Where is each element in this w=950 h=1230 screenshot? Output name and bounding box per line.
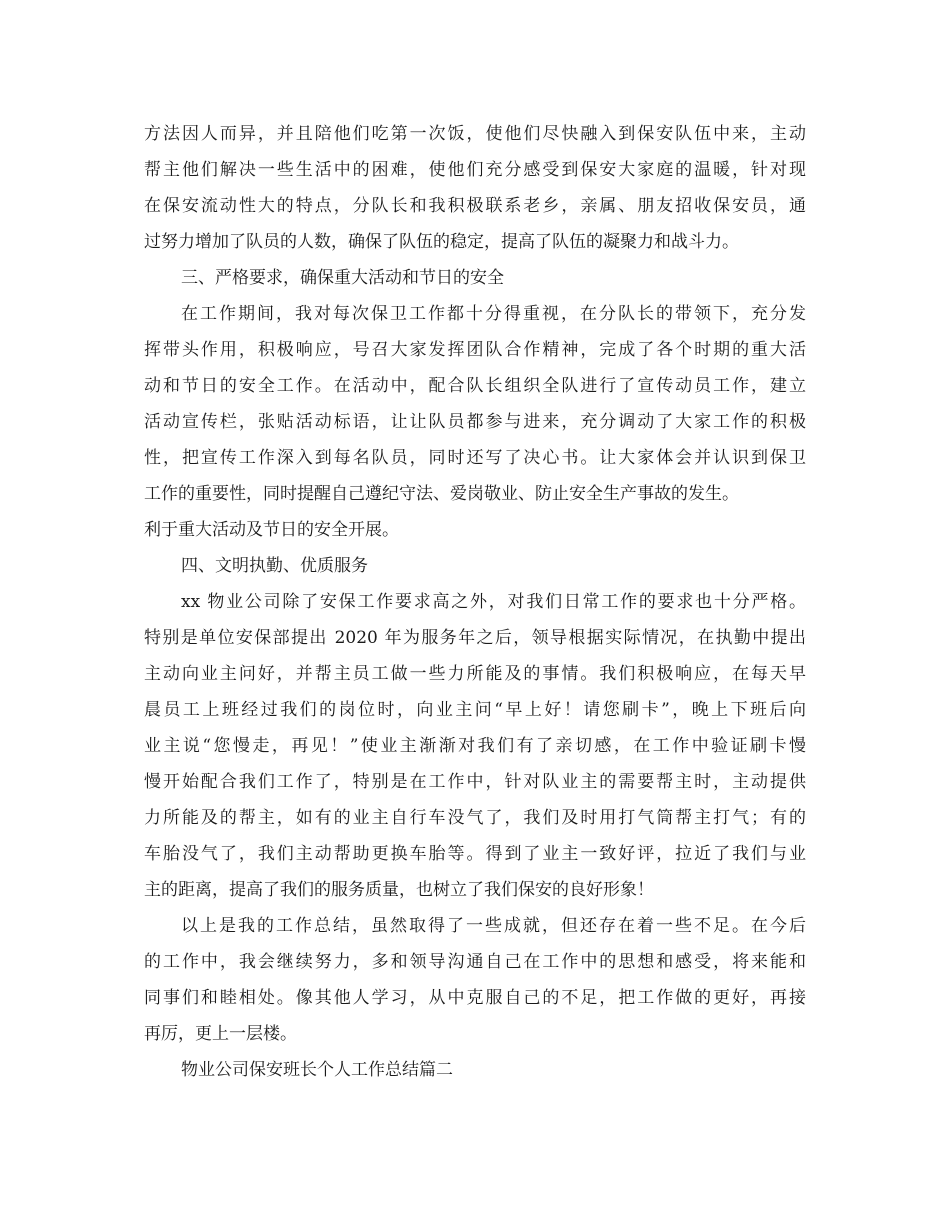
text-line-3: 在保安流动性大的特点，分队长和我积极联系老乡，亲属、朋友招收保安员，通 <box>144 196 806 216</box>
text-line-18: 业主说“您慢走，再见！”使业主渐渐对我们有了亲切感，在工作中验证刷卡慢 <box>144 736 806 756</box>
text-line-1: 方法因人而异，并且陪他们吃第一次饭，使他们尽快融入到保安队伍中来，主动 <box>144 124 806 144</box>
document-body <box>144 116 806 1088</box>
text-line-12: 利于重大活动及节日的安全开展。 <box>144 520 399 540</box>
text-line-16: 主动向业主问好，并帮主员工做一些力所能及的事情。我们积极响应，在每天早 <box>144 664 806 684</box>
text-line-17: 晨员工上班经过我们的岗位时，向业主问“早上好！请您刷卡”，晚上下班后向 <box>144 700 806 720</box>
text-line-21: 车胎没气了，我们主动帮助更换车胎等。得到了业主一致好评，拉近了我们与业 <box>144 844 806 864</box>
text-line-24: 的工作中，我会继续努力，多和领导沟通自己在工作中的思想和感受，将来能和 <box>144 952 806 972</box>
text-line-9: 活动宣传栏，张贴活动标语，让让队员都参与进来，充分调动了大家工作的积极 <box>144 412 806 432</box>
text-line-8: 动和节日的安全工作。在活动中，配合队长组织全队进行了宣传动员工作，建立 <box>144 376 806 396</box>
text-line-25: 同事们和睦相处。像其他人学习，从中克服自己的不足，把工作做的更好，再接 <box>144 988 806 1008</box>
text-line-14: xx 物业公司除了安保工作要求高之外，对我们日常工作的要求也十分严格。 <box>181 592 806 612</box>
text-line-20: 力所能及的帮主，如有的业主自行车没气了，我们及时用打气筒帮主打气；有的 <box>144 808 806 828</box>
section-heading-4: 四、文明执勤、优质服务 <box>181 556 368 576</box>
text-line-11: 工作的重要性，同时提醒自己遵纪守法、爱岗敬业、防止安全生产事故的发生。 <box>144 484 739 504</box>
text-line-10: 性，把宣传工作深入到每名队员，同时还写了决心书。让大家体会并认识到保卫 <box>144 448 806 468</box>
section-heading-3: 三、严格要求，确保重大活动和节日的安全 <box>181 268 504 288</box>
next-article-title: 物业公司保安班长个人工作总结篇二 <box>181 1060 453 1080</box>
text-line-2: 帮主他们解决一些生活中的困难，使他们充分感受到保安大家庭的温暖，针对现 <box>144 160 806 180</box>
text-line-7: 挥带头作用，积极响应，号召大家发挥团队合作精神，完成了各个时期的重大活 <box>144 340 806 360</box>
text-line-26: 再厉，更上一层楼。 <box>144 1024 297 1044</box>
text-line-23: 以上是我的工作总结，虽然取得了一些成就，但还存在着一些不足。在今后 <box>181 916 806 936</box>
text-line-6: 在工作期间，我对每次保卫工作都十分得重视，在分队长的带领下，充分发 <box>181 304 806 324</box>
text-line-22: 主的距离，提高了我们的服务质量，也树立了我们保安的良好形象！ <box>144 880 654 900</box>
text-line-4: 过努力增加了队员的人数，确保了队伍的稳定，提高了队伍的凝聚力和战斗力。 <box>144 232 739 252</box>
text-line-19: 慢开始配合我们工作了，特别是在工作中，针对队业主的需要帮主时，主动提供 <box>144 772 806 792</box>
text-line-15: 特别是单位安保部提出 2020 年为服务年之后，领导根据实际情况，在执勤中提出 <box>144 628 806 648</box>
